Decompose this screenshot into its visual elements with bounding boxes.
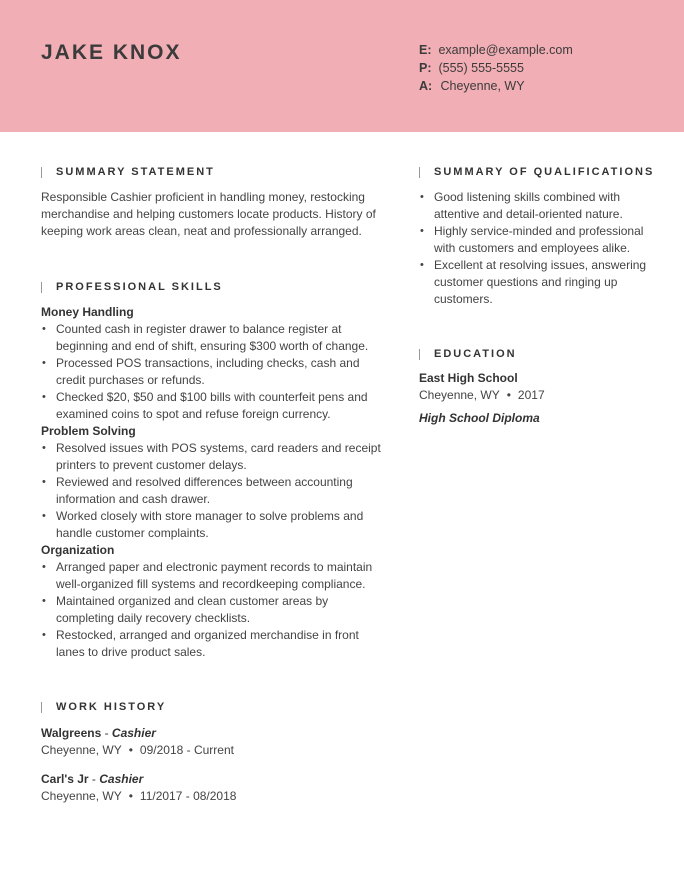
job-title-line: [41, 725, 386, 742]
job-role: Cashier: [99, 772, 144, 786]
education-heading-text: EDUCATION: [434, 348, 517, 360]
job-entry: [41, 771, 386, 805]
skill-item: • Restocked, arranged and organized merchandise in front lanes to drive product sales.: [41, 627, 386, 661]
skill-item: • Arranged paper and electronic payment records to maintain well-organized fill systems and recordkeeping compliance.: [41, 559, 386, 593]
job-separator: -: [101, 726, 112, 740]
bullet-separator: •: [128, 789, 133, 803]
school-year: 2017: [517, 388, 545, 402]
contact-phone-label: P:: [419, 61, 432, 75]
skill-group-problem-solving: [41, 423, 386, 542]
contact-phone-value: (555) 555-5555: [438, 61, 524, 75]
contact-email-label: E:: [419, 43, 432, 57]
qualification-item: • Highly service-minded and professional with customers and employees alike.: [419, 223, 659, 257]
heading-bar: [41, 282, 42, 293]
contact-info: [419, 41, 573, 95]
job-role: Cashier: [111, 726, 156, 740]
job-employer: Walgreens: [41, 726, 102, 740]
summary-text: Responsible Cashier proficient in handling money, restocking merchandise and helping customers locate products. History of keeping work areas clean, neat and professionally arranged.: [41, 190, 376, 238]
job-dates: 11/2017 - 08/2018: [139, 789, 237, 803]
job-title-line: [41, 771, 386, 788]
skill-item: • Resolved issues with POS systems, card readers and receipt printers to prevent customer delays.: [41, 440, 386, 474]
heading-bar: [419, 349, 420, 360]
job-dates: 09/2018 - Current: [139, 743, 234, 757]
degree: High School Diploma: [419, 411, 540, 425]
contact-address-value: Cheyenne, WY: [440, 79, 525, 93]
qualifications-heading: [419, 164, 659, 180]
contact-email-value: example@example.com: [438, 43, 573, 57]
skill-group-title: Problem Solving: [41, 424, 136, 438]
bullet-separator: •: [128, 743, 133, 757]
skill-item: • Checked $20, $50 and $100 bills with counterfeit pens and examined coins to spot and refuse foreign currency.: [41, 389, 386, 423]
contact-email: [419, 41, 573, 59]
skill-group-organization: [41, 542, 386, 661]
school-location: Cheyenne, WY: [419, 388, 500, 402]
qualification-item: • Excellent at resolving issues, answering customer questions and ringing up customers.: [419, 257, 659, 308]
skill-group-title: Money Handling: [41, 305, 134, 319]
qualification-item: • Good listening skills combined with attentive and detail-oriented nature.: [419, 189, 659, 223]
summary-heading-text: SUMMARY STATEMENT: [56, 166, 215, 178]
school-name: East High School: [419, 371, 518, 385]
qualifications-list: [419, 189, 659, 308]
work-heading-text: WORK HISTORY: [56, 701, 167, 713]
candidate-name: JAKE KNOX: [41, 41, 182, 64]
work-heading: [41, 699, 386, 715]
skills-heading: [41, 279, 386, 295]
resume-header: [0, 0, 684, 132]
job-entry: [41, 725, 386, 759]
contact-phone: [419, 59, 573, 77]
skills-heading-text: PROFESSIONAL SKILLS: [56, 281, 223, 293]
heading-bar: [41, 702, 42, 713]
qualifications-heading-text: SUMMARY OF QUALIFICATIONS: [434, 166, 655, 178]
summary-heading: [41, 164, 386, 180]
contact-address-label: A:: [419, 79, 433, 93]
job-employer: Carl's Jr: [41, 772, 89, 786]
job-location: Cheyenne, WY: [41, 789, 122, 803]
skill-item: • Maintained organized and clean customer areas by completing daily recovery checklists.: [41, 593, 386, 627]
skill-group-money-handling: [41, 304, 386, 423]
education-entry: [419, 370, 659, 427]
contact-address: [419, 77, 573, 95]
skill-item: • Processed POS transactions, including checks, cash and credit purchases or refunds.: [41, 355, 386, 389]
skill-item: • Reviewed and resolved differences between accounting information and cash drawer.: [41, 474, 386, 508]
skill-item: • Worked closely with store manager to solve problems and handle customer complaints.: [41, 508, 386, 542]
heading-bar: [41, 167, 42, 178]
heading-bar: [419, 167, 420, 178]
skill-item: • Counted cash in register drawer to balance register at beginning and end of shift, ensuring $300 worth of change.: [41, 321, 386, 355]
job-separator: -: [88, 772, 100, 786]
right-column: [419, 164, 659, 427]
job-meta: [41, 788, 386, 805]
school-meta: [419, 387, 659, 404]
job-meta: [41, 742, 386, 759]
left-column: [41, 164, 386, 805]
education-heading: [419, 346, 659, 362]
bullet-separator: •: [506, 388, 511, 402]
skill-group-title: Organization: [41, 543, 115, 557]
job-location: Cheyenne, WY: [41, 743, 122, 757]
